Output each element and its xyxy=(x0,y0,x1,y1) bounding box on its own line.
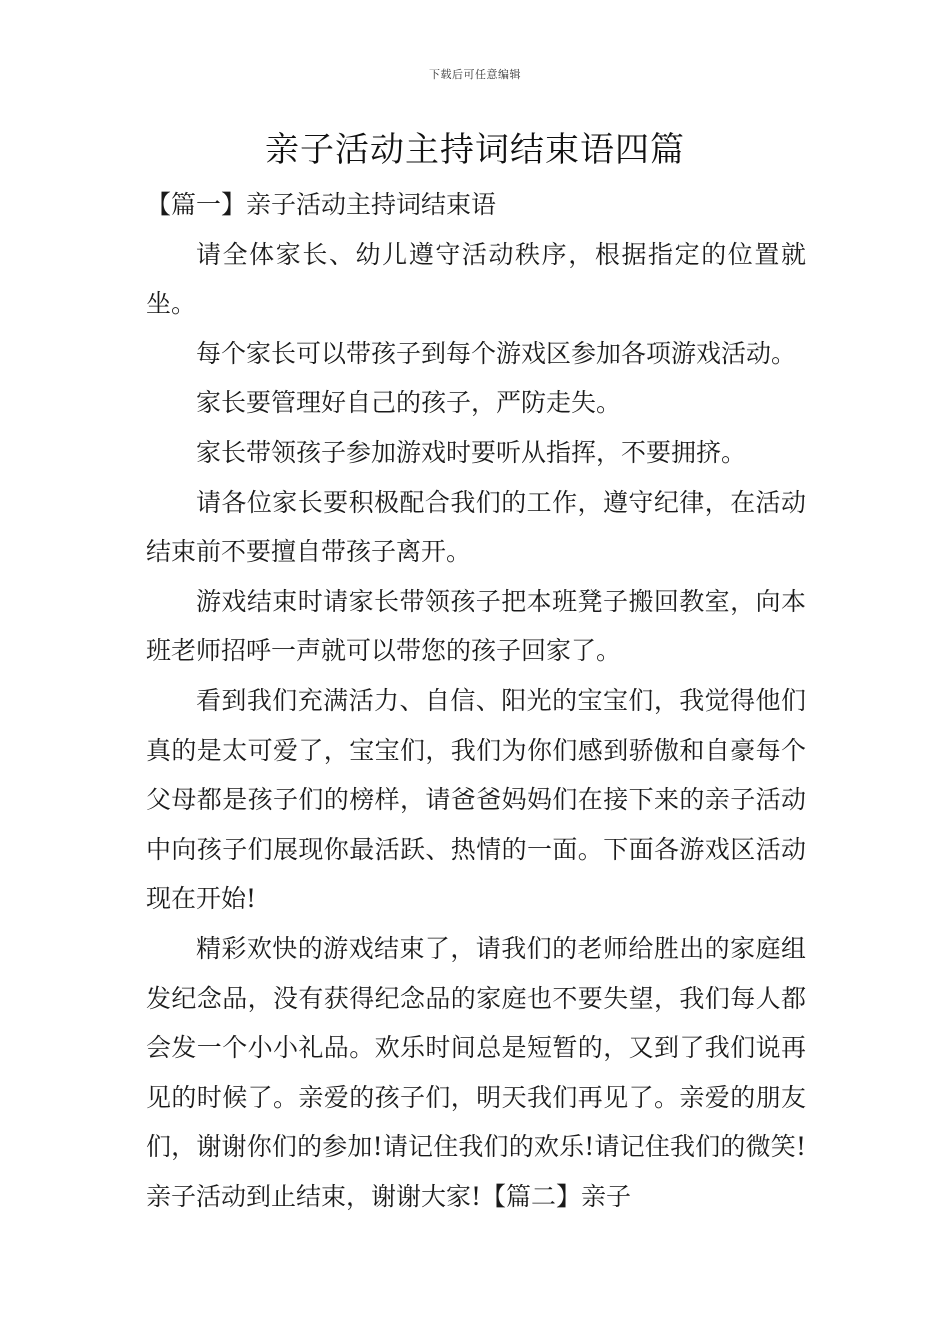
paragraph-3: 家长要管理好自己的孩子，严防走失。 xyxy=(196,388,622,418)
paragraph-1: 请全体家长、幼儿遵守活动秩序，根据指定的位置就坐。 xyxy=(146,239,806,319)
paragraph-2: 每个家长可以带孩子到每个游戏区参加各项游戏活动。 xyxy=(196,338,797,368)
paragraph-5: 请各位家长要积极配合我们的工作，遵守纪律，在活动结束前不要擅自带孩子离开。 xyxy=(146,487,806,567)
paragraph-7: 看到我们充满活力、自信、阳光的宝宝们，我觉得他们真的是太可爱了，宝宝们，我们为你们感到骄傲和自豪每个父母都是孩子们的榜样，请爸爸妈妈们在接下来的亲子活动中向孩子们展现你最活跃、热情的一面。下面各游戏区活动现在开始! xyxy=(146,685,806,914)
document-title: 亲子活动主持词结束语四篇 xyxy=(265,130,685,170)
paragraph-4: 家长带领孩子参加游戏时要听从指挥，不要拥挤。 xyxy=(196,437,747,467)
paragraph-6: 游戏结束时请家长带领孩子把本班凳子搬回教室，向本班老师招呼一声就可以带您的孩子回家了。 xyxy=(146,586,806,666)
document-body xyxy=(146,180,806,1221)
section-heading: 【篇一】亲子活动主持词结束语 xyxy=(146,190,497,219)
paragraph-8: 精彩欢快的游戏结束了，请我们的老师给胜出的家庭组发纪念品，没有获得纪念品的家庭也不要失望，我们每人都会发一个小小礼品。欢乐时间总是短暂的，又到了我们说再见的时候了。亲爱的孩子们，明天我们再见了。亲爱的朋友们，谢谢你们的参加!请记住我们的欢乐!请记住我们的微笑!亲子活动到止结束，谢谢大家!【篇二】亲子 xyxy=(146,933,806,1211)
header-note: 下载后可任意编辑 xyxy=(429,68,521,81)
